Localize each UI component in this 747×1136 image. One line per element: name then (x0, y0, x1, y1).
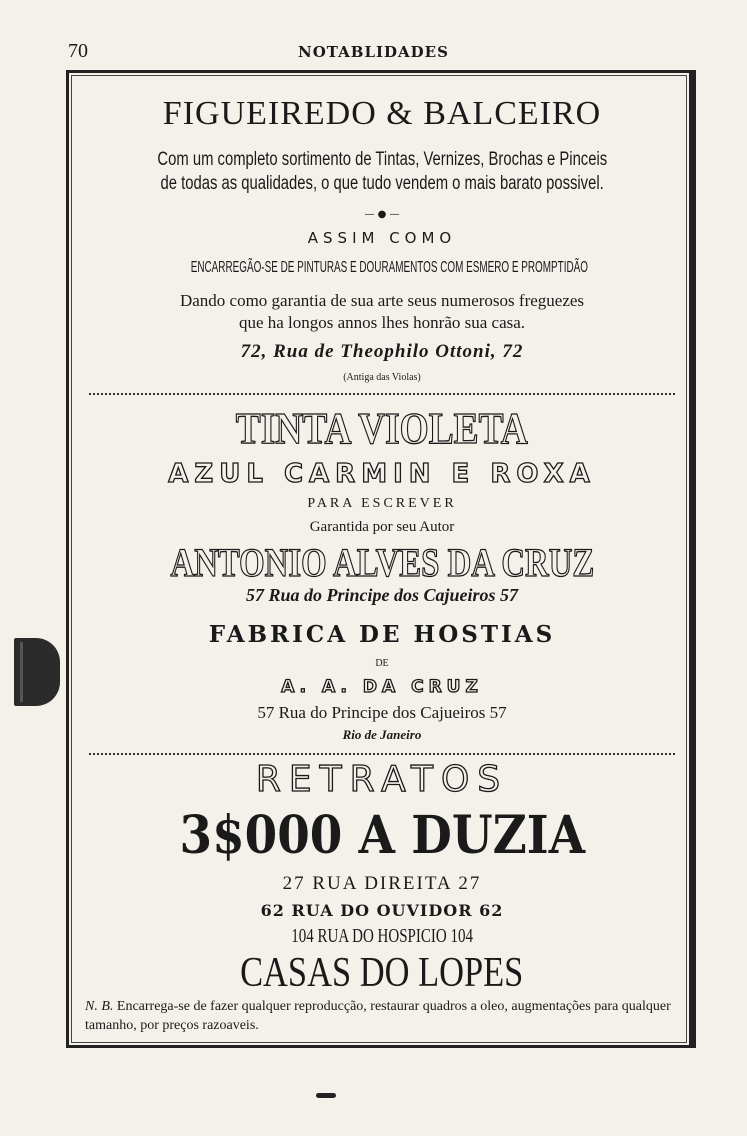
ad1-line5: que ha longos annos lhes honrão sua casa. (238, 313, 526, 332)
divider-2 (89, 753, 675, 755)
page-number: 70 (68, 40, 88, 62)
ad3-addr1: 27 RUA DIREITA 27 (282, 873, 482, 894)
ad1-line1: Com um completo sortimento de Tintas, Vernizes, Brochas e Pinceis (157, 149, 607, 170)
ad2-address2: 57 Rua do Principe dos Cajueiros 57 (257, 703, 507, 722)
ad3-price: 3$000 A DUZIA (179, 805, 585, 866)
ad1-address: 72, Rua de Theophilo Ottoni, 72 (240, 341, 524, 362)
ornament: — ● — (364, 209, 400, 220)
ad3-addr3: 104 RUA DO HOSPICIO 104 (291, 925, 473, 947)
ad1-title: FIGUEIREDO & BALCEIRO (162, 95, 602, 132)
ad2-owner: A. A. DA CRUZ (281, 677, 483, 697)
nb-label: N. B. (85, 999, 114, 1014)
ad2-city: Rio de Janeiro (342, 727, 422, 742)
advertisement-frame (66, 70, 692, 1048)
running-head: NOTABLIDADES (298, 43, 449, 61)
ad3-footnote (85, 997, 685, 1035)
nb-text: Encarrega-se de fazer qualquer reproducção, restaurar quadros a oleo, augmentações para qualquer tamanho, por preços razoaveis. (85, 999, 671, 1033)
ad2-colors: AZUL CARMIN E ROXA (168, 459, 596, 489)
ad1-line2: de todas as qualidades, o que tudo vendem o mais barato possivel. (160, 173, 604, 194)
ad1-line4: Dando como garantia de sua arte seus numerosos freguezes (179, 291, 585, 310)
ad2-title: TINTA VIOLETA (235, 404, 529, 453)
ad2-factory: FABRICA DE HOSTIAS (208, 621, 556, 648)
ad1-line3: ENCARREGÃO-SE DE PINTURAS E DOURAMENTOS COM ESMERO E PROMPTIDÃO (190, 259, 588, 276)
ad3-title: RETRATOS (255, 759, 509, 800)
ad2-de: DE (375, 658, 389, 669)
ad2-para: PARA ESCREVER (307, 496, 457, 511)
ad3-name: CASAS DO LOPES (240, 950, 524, 996)
ad2-address: 57 Rua do Principe dos Cajueiros 57 (245, 585, 519, 605)
ad1-address-note: (Antiga das Violas) (343, 372, 421, 383)
ad1-assim: ASSIM COMO (307, 229, 457, 247)
bottom-ornament (316, 1093, 336, 1098)
divider-1 (89, 393, 675, 395)
binding-tab (14, 638, 60, 706)
ad2-author: ANTONIO ALVES DA CRUZ (170, 540, 594, 585)
ad2-guarantee: Garantida por seu Autor (309, 519, 455, 535)
ad3-addr2: 62 RUA DO OUVIDOR 62 (260, 901, 504, 920)
